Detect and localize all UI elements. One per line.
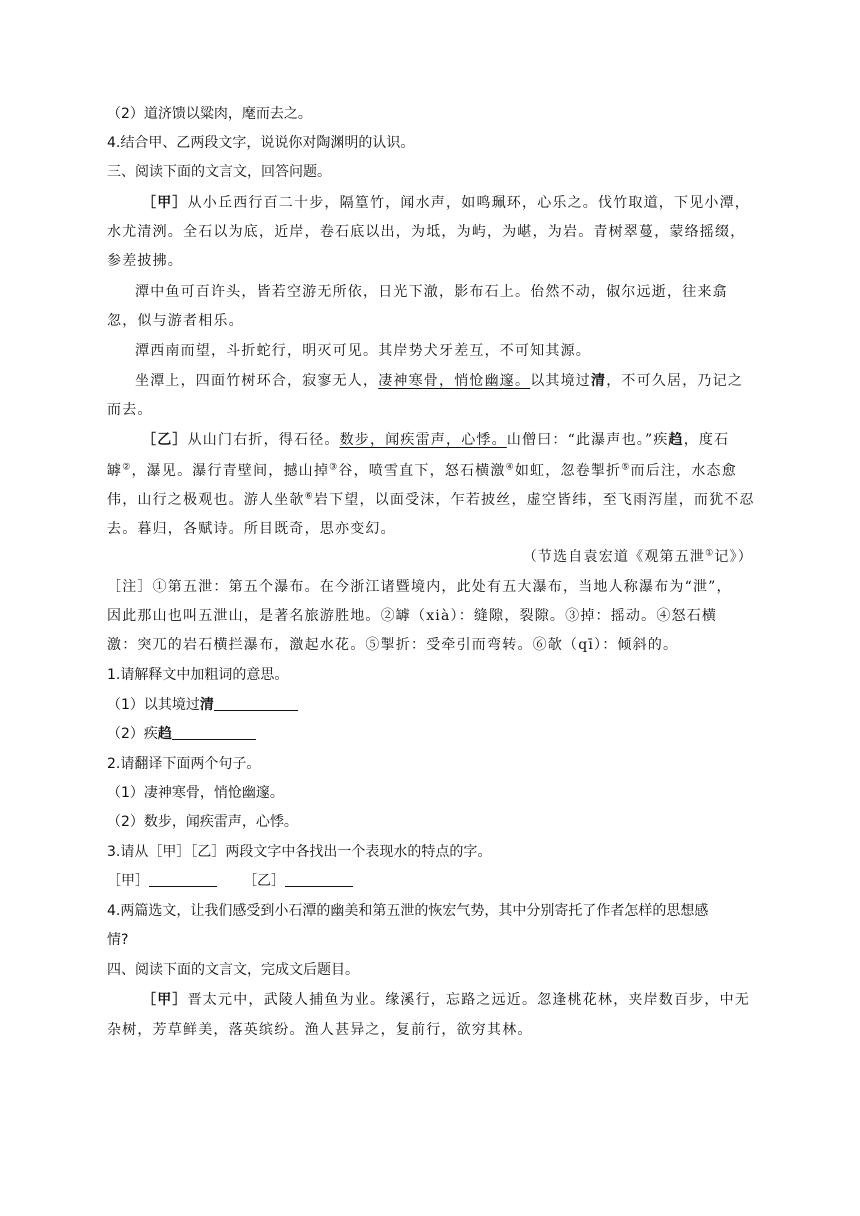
underlined-sentence-jia: 凄神寒骨，悄怆幽邃。 <box>378 373 531 389</box>
question-2: 2.请翻译下面两个句子。 <box>107 756 261 772</box>
jia-para4-line2: 而去。 <box>107 402 153 418</box>
section4-heading: 四、阅读下面的文言文，完成文后题目。 <box>107 962 359 978</box>
jia-para1-line3: 参差披拂。 <box>107 253 183 269</box>
answer-blank[interactable] <box>172 725 256 740</box>
answer-blank[interactable] <box>214 696 298 711</box>
question-1: 1.请解释文中加粗词的意思。 <box>107 667 289 683</box>
yi-line1: ［乙］从山门右折，得石径。数步，闻疾雷声，心悸。山僧曰：“此瀑声也。”疾趋，度石 <box>142 432 730 448</box>
s2-q2-item2: （2）道济馈以粱肉，麾而去之。 <box>107 106 312 122</box>
jia-para4-line1: 坐潭上，四面竹树环合，寂寥无人，凄神寒骨，悄怆幽邃。以其境过清，不可久居，乃记之 <box>135 373 744 389</box>
question-3-answers: ［甲］ ［乙］ <box>107 871 353 891</box>
jia-para1-line1: ［甲］从小丘西行百二十步，隔篁竹，闻水声，如鸣珮环，心乐之。伐竹取道，下见小潭， <box>142 195 751 211</box>
underlined-sentence-yi: 数步，闻疾雷声，心悸。 <box>339 432 507 448</box>
question-1-item2: （2）疾趋 <box>107 724 256 744</box>
s2-q4: 4.结合甲、乙两段文字，说说你对陶渊明的认识。 <box>107 135 415 151</box>
source-citation: （节选自袁宏道《观第五泄①记》） <box>522 548 753 565</box>
s4-jia-line1: ［甲］晋太元中，武陵人捕鱼为业。缘溪行，忘路之远近。忽逢桃花林，夹岸数百步，中无 <box>142 992 751 1008</box>
section3-heading: 三、阅读下面的文言文，回答问题。 <box>107 164 331 180</box>
question-2-item1: （1）凄神寒骨，悄怆幽邃。 <box>107 785 284 801</box>
yi-label: ［乙］ <box>142 432 188 448</box>
s4-jia-line2: 杂树，芳草鲜美，落英缤纷。渔人甚异之，复前行，欲穷其林。 <box>107 1022 533 1038</box>
yi-line2: 罅②，瀑见。瀑行青壁间，撼山掉③谷，喷雪直下，怒石横激④如虹，忽卷掣折⑤而后注，水态愈 <box>107 462 737 479</box>
notes-line1: ［注］①第五泄：第五个瀑布。在今浙江诸暨境内，此处有五大瀑布，当地人称瀑布为“泄”， <box>107 579 732 595</box>
question-1-item1: （1）以其境过清 <box>107 695 298 715</box>
jia-para3: 潭西南而望，斗折蛇行，明灭可见。其岸势犬牙差互，不可知其源。 <box>135 343 591 359</box>
question-2-item2: （2）数步，闻疾雷声，心悸。 <box>107 814 298 830</box>
yi-line4: 去。暮归，各赋诗。所目既奇，思亦变幻。 <box>107 521 396 537</box>
jia-label: ［甲］ <box>142 195 188 211</box>
jia-para2-line2: 忽，似与游者相乐。 <box>107 313 244 329</box>
answer-blank[interactable] <box>285 872 353 887</box>
question-3: 3.请从［甲］［乙］两段文字中各找出一个表现水的特点的字。 <box>107 844 492 860</box>
notes-line3: 激：突兀的岩石横拦瀑布，激起水花。⑤掣折：受牵引而弯转。⑥欹（qī）：倾斜的。 <box>107 637 679 653</box>
notes-line2: 因此那山也叫五泄山，是著名旅游胜地。②罅（xià）：缝隙，裂隙。③掉：摇动。④怒石横 <box>107 608 718 624</box>
bold-word-qing: 清 <box>591 373 607 389</box>
question-4-line2: 情? <box>107 932 129 948</box>
jia-para1-line2: 水尤清洌。全石以为底，近岸，卷石底以出，为坻，为屿，为嵁，为岩。青树翠蔓，蒙络摇缀， <box>107 224 746 240</box>
question-4-line1: 4.两篇选文，让我们感受到小石潭的幽美和第五泄的恢宏气势，其中分别寄托了作者怎样的思想感 <box>107 903 709 919</box>
bold-word-qu: 趋 <box>668 432 684 448</box>
s4-jia-label: ［甲］ <box>142 992 188 1008</box>
yi-line3: 伟，山行之极观也。游人坐欹⑥岩下望，以面受沫，乍若披丝，虚空皆纬，至飞雨泻崖，而犹不忍 <box>107 491 755 508</box>
answer-blank[interactable] <box>149 872 217 887</box>
jia-para2-line1: 潭中鱼可百许头，皆若空游无所依，日光下澈，影布石上。佁然不动，俶尔远逝，往来翕 <box>135 284 728 300</box>
